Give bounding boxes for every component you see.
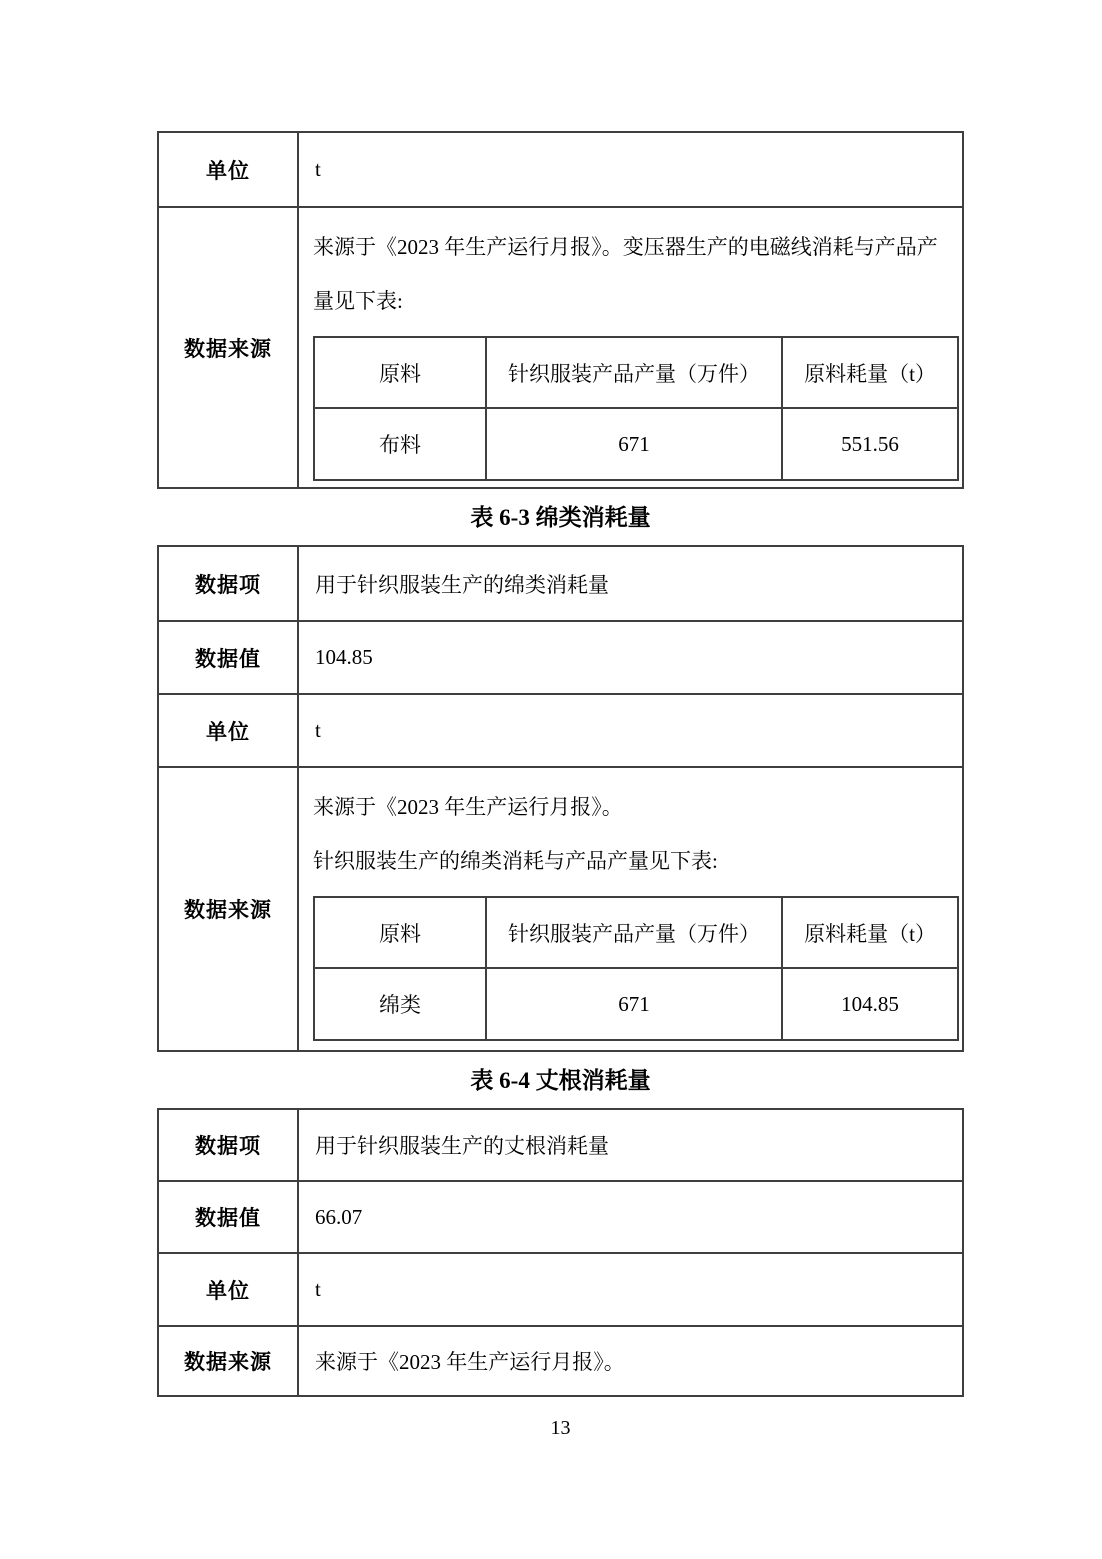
col-header-material: 原料 <box>314 897 486 968</box>
cell-output: 671 <box>486 968 782 1040</box>
table-6-4-title: 表 6-4 丈根消耗量 <box>470 1068 651 1093</box>
table-6-3-title: 表 6-3 绵类消耗量 <box>470 505 651 530</box>
source-value: 来源于《2023 年生产运行月报》。 <box>298 1326 963 1396</box>
unit-label: 单位 <box>158 132 298 207</box>
inner-data-row <box>314 968 958 1040</box>
col-header-consumption: 原料耗量（t） <box>782 897 958 968</box>
value-label: 数据值 <box>158 621 298 694</box>
item-label: 数据项 <box>158 1109 298 1181</box>
table-row-item <box>158 546 963 621</box>
material-consumption-table <box>313 336 959 481</box>
table-row-item <box>158 1109 963 1181</box>
source-label: 数据来源 <box>158 207 298 488</box>
item-label: 数据项 <box>158 546 298 621</box>
cell-output: 671 <box>486 408 782 480</box>
value-value: 66.07 <box>298 1181 963 1253</box>
source-cell <box>298 207 963 488</box>
data-table-continuation <box>157 131 964 489</box>
unit-label: 单位 <box>158 1253 298 1326</box>
cell-material: 绵类 <box>314 968 486 1040</box>
col-header-output: 针织服装产品产量（万件） <box>486 337 782 408</box>
col-header-output: 针织服装产品产量（万件） <box>486 897 782 968</box>
table-row-unit <box>158 1253 963 1326</box>
table-row-source <box>158 207 963 488</box>
data-table-mian-lei <box>157 545 964 1052</box>
col-header-consumption: 原料耗量（t） <box>782 337 958 408</box>
unit-value: t <box>298 132 963 207</box>
value-value: 104.85 <box>298 621 963 694</box>
source-cell <box>298 767 963 1051</box>
col-header-material: 原料 <box>314 337 486 408</box>
inner-data-row <box>314 408 958 480</box>
source-paragraph: 来源于《2023 年生产运行月报》。变压器生产的电磁线消耗与产品产量见下表: <box>313 235 938 313</box>
unit-label: 单位 <box>158 694 298 767</box>
unit-value: t <box>298 694 963 767</box>
source-label: 数据来源 <box>158 1326 298 1396</box>
data-table-zhang-gen <box>157 1108 964 1397</box>
table-row-source <box>158 1326 963 1396</box>
source-paragraph-1: 来源于《2023 年生产运行月报》。 <box>313 795 623 819</box>
document-page <box>0 131 1102 1559</box>
inner-header-row <box>314 897 958 968</box>
unit-value: t <box>298 1253 963 1326</box>
table-row-value <box>158 621 963 694</box>
cell-consumption: 104.85 <box>782 968 958 1040</box>
cell-consumption: 551.56 <box>782 408 958 480</box>
page-number: 13 <box>550 1417 571 1439</box>
table-row-unit <box>158 694 963 767</box>
inner-header-row <box>314 337 958 408</box>
table-row-source <box>158 767 963 1051</box>
value-label: 数据值 <box>158 1181 298 1253</box>
source-paragraph-2: 针织服装生产的绵类消耗与产品产量见下表: <box>313 849 718 873</box>
table-row-unit <box>158 132 963 207</box>
material-consumption-table <box>313 896 959 1041</box>
page-content <box>157 131 964 1440</box>
cell-material: 布料 <box>314 408 486 480</box>
source-label: 数据来源 <box>158 767 298 1051</box>
item-value: 用于针织服装生产的绵类消耗量 <box>298 546 963 621</box>
table-row-value <box>158 1181 963 1253</box>
item-value: 用于针织服装生产的丈根消耗量 <box>298 1109 963 1181</box>
